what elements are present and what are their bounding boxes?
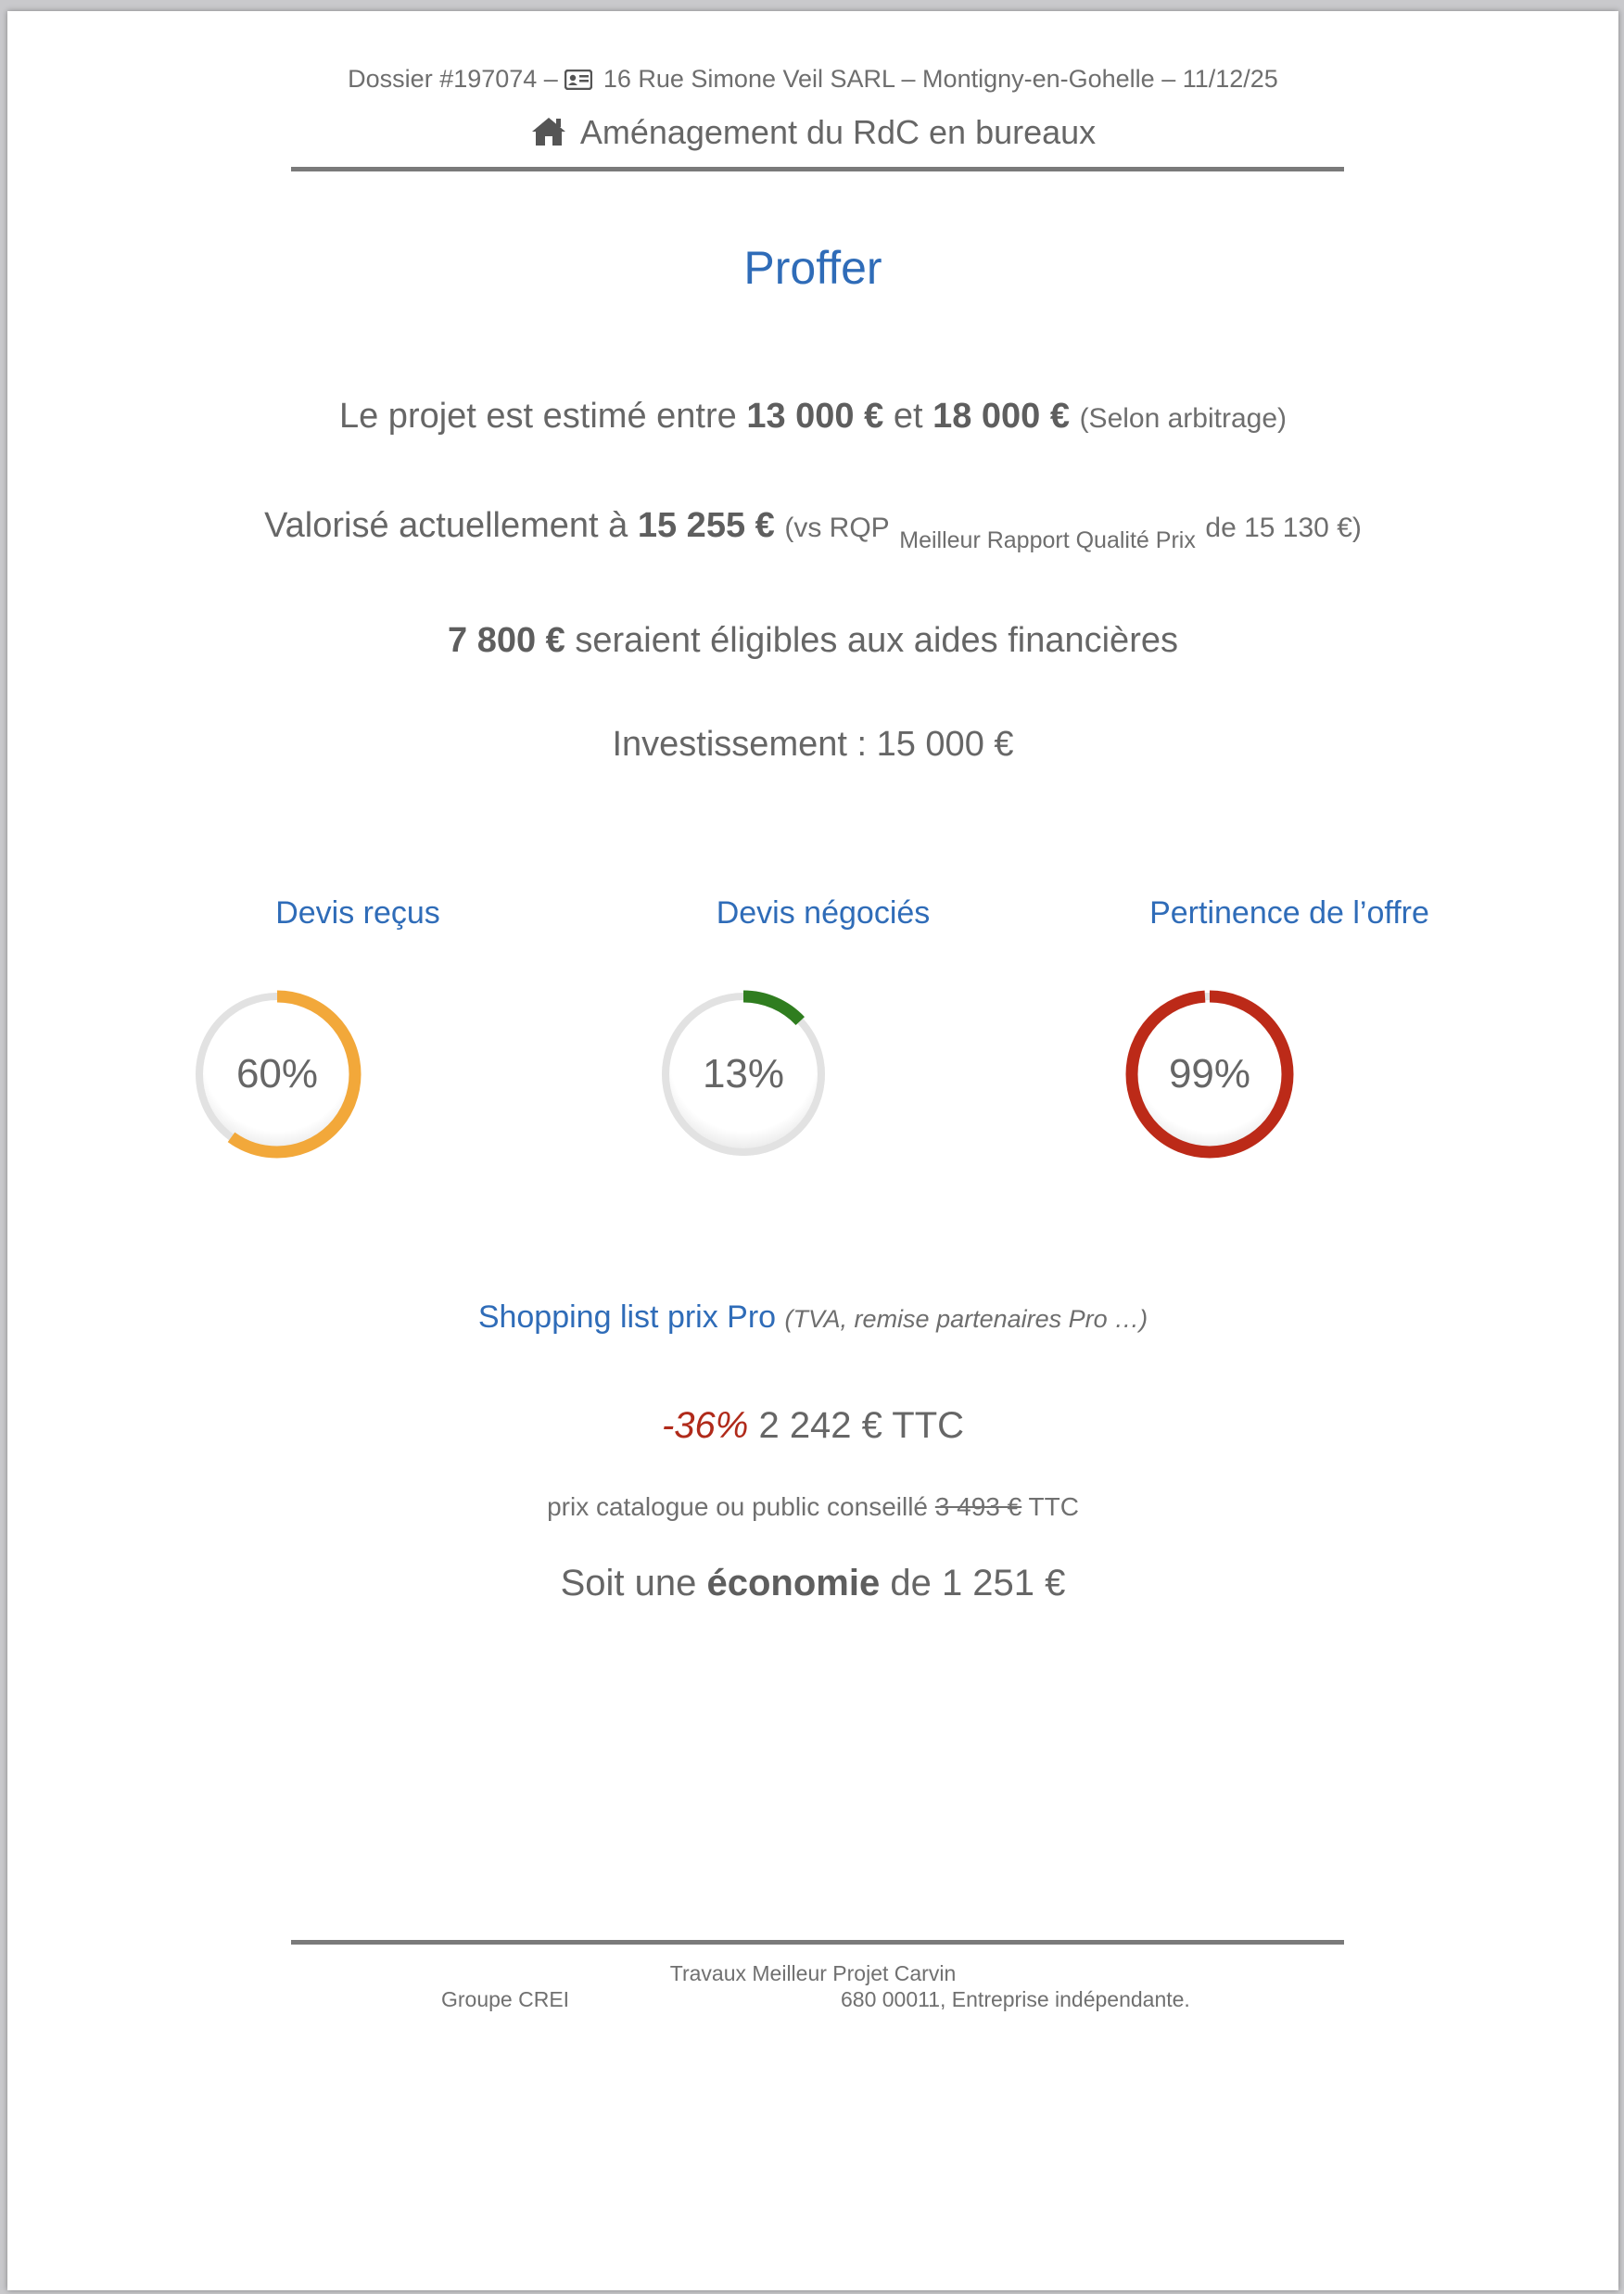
dossier-number: Dossier #197074 – [348,65,558,93]
investment-line: Investissement : 15 000 € [612,725,1014,764]
gauge-value-negotiated: 13% [702,1051,785,1096]
gauge-relevance [1122,986,1298,1162]
valuation-suffix: de 15 130 €) [1205,513,1362,543]
catalog-prefix: prix catalogue ou public conseillé [547,1492,928,1521]
valuation-line [7,506,1618,553]
dossier-header [7,65,1618,96]
shopping-note: (TVA, remise partenaires Pro …) [784,1305,1148,1333]
header-divider [291,167,1344,171]
project-name: Aménagement du RdC en bureaux [579,113,1097,151]
saving-line [7,1563,1618,1604]
rqp-label: Meilleur Rapport Qualité Prix [899,527,1196,553]
valuation-amount: 15 255 € [637,506,775,545]
footer-legal: 680 00011, Entreprise indépendante. [841,1987,1190,2011]
gauge-value-received: 60% [235,1051,319,1096]
saving-amount: de 1 251 € [890,1563,1066,1603]
gauge-negotiated [655,986,831,1162]
gauge-title-negotiated: Devis négociés [716,895,931,931]
gauge-received [189,986,365,1162]
catalog-price-line [7,1492,1618,1522]
estimate-middle: et [893,397,923,436]
pro-price-line [7,1405,1618,1447]
footer-divider [291,1940,1344,1945]
document-page [7,11,1618,2290]
saving-word: économie [706,1563,881,1603]
aid-text: seraient éligibles aux aides financières [575,621,1178,660]
catalog-suffix: TTC [1028,1492,1079,1521]
valuation-vs: (vs RQP [784,513,890,543]
estimate-line [7,397,1618,437]
aid-line [7,621,1618,661]
saving-prefix: Soit une [560,1563,697,1603]
footer-group: Groupe CREI [441,1987,570,2011]
id-card-icon [565,68,592,96]
pro-price: 2 242 € TTC [758,1405,965,1446]
discount-percent: -36% [661,1405,749,1446]
client-address: 16 Rue Simone Veil SARL – Montigny-en-Gohelle – 11/12/25 [603,65,1278,93]
footer-company: Travaux Meilleur Projet Carvin [669,1961,957,1985]
shopping-list-heading [7,1299,1618,1336]
catalog-price: 3 493 € [934,1492,1022,1521]
estimate-note: (Selon arbitrage) [1079,403,1288,434]
estimate-high: 18 000 € [933,397,1070,436]
shopping-title: Shopping list prix Pro [477,1299,777,1335]
gauge-title-relevance: Pertinence de l’offre [1149,895,1429,931]
estimate-low: 13 000 € [746,397,884,436]
project-title [7,113,1618,156]
home-icon [530,116,567,156]
gauge-title-received: Devis reçus [275,895,440,931]
valuation-prefix: Valorisé actuellement à [264,506,628,545]
aid-amount: 7 800 € [448,621,565,660]
estimate-prefix: Le projet est estimé entre [338,397,737,436]
gauge-value-relevance: 99% [1168,1051,1251,1096]
page-title: Proffer [743,242,882,294]
